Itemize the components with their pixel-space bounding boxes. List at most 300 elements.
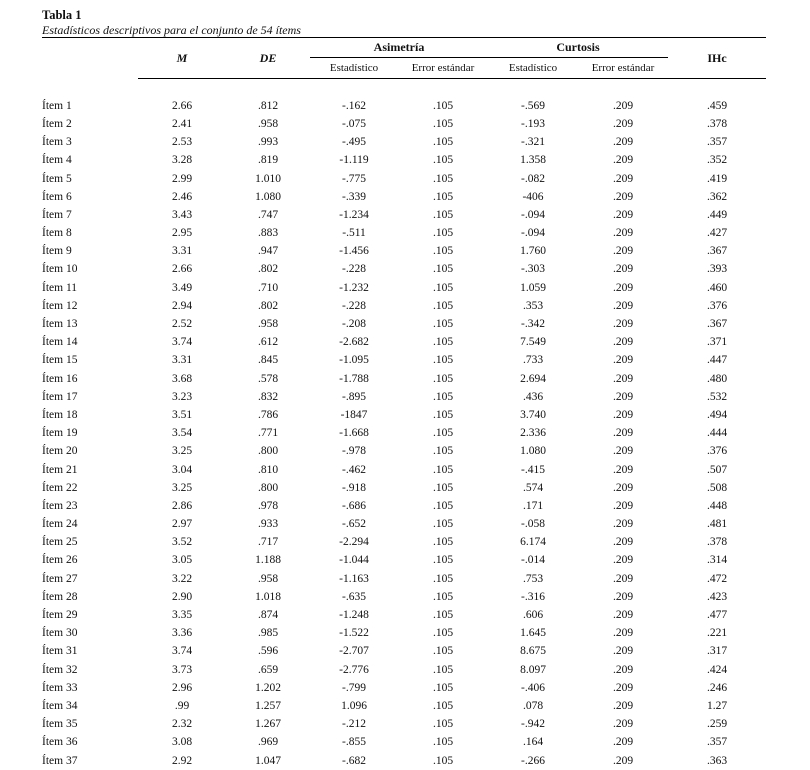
cell-asimetria-error: .105 xyxy=(432,663,454,676)
cell-curtosis: -.094 xyxy=(521,227,545,240)
cell-ihc: .472 xyxy=(706,572,728,585)
cell-ihc: .376 xyxy=(706,299,728,312)
cell-curtosis-error: .209 xyxy=(612,245,634,258)
table-row xyxy=(42,97,766,115)
table-row xyxy=(42,624,766,642)
cell-curtosis-error: .209 xyxy=(612,609,634,622)
item-label: Ítem 26 xyxy=(42,554,78,567)
item-label: Ítem 30 xyxy=(42,627,78,640)
cell-ihc: .352 xyxy=(706,154,728,167)
cell-curtosis: 7.549 xyxy=(520,336,546,349)
cell-de: 1.047 xyxy=(255,754,281,767)
table-row xyxy=(42,133,766,151)
header-ihc: IHc xyxy=(668,38,766,79)
cell-asimetria: -.978 xyxy=(342,445,366,458)
cell-m: 3.73 xyxy=(171,663,193,676)
table-row xyxy=(42,242,766,260)
cell-curtosis: .164 xyxy=(522,736,544,749)
cell-asimetria: 1.096 xyxy=(341,699,367,712)
cell-curtosis: -.406 xyxy=(521,681,545,694)
cell-asimetria-error: .105 xyxy=(432,154,454,167)
cell-de: .978 xyxy=(257,499,279,512)
table-row xyxy=(42,224,766,242)
cell-asimetria-error: .105 xyxy=(432,372,454,385)
table-row xyxy=(42,406,766,424)
cell-asimetria-error: .105 xyxy=(432,754,454,767)
item-label: Ítem 35 xyxy=(42,718,78,731)
cell-m: 3.43 xyxy=(171,208,193,221)
cell-curtosis-error: .209 xyxy=(612,627,634,640)
cell-m: 2.52 xyxy=(171,318,193,331)
cell-curtosis-error: .209 xyxy=(612,227,634,240)
cell-ihc: 1.27 xyxy=(706,699,728,712)
cell-de: .832 xyxy=(257,390,279,403)
cell-ihc: .314 xyxy=(706,554,728,567)
table-row xyxy=(42,570,766,588)
cell-ihc: .448 xyxy=(706,499,728,512)
cell-curtosis-error: .209 xyxy=(612,117,634,130)
cell-m: 2.97 xyxy=(171,518,193,531)
cell-m: 2.86 xyxy=(171,499,193,512)
cell-de: .596 xyxy=(257,645,279,658)
cell-curtosis: .353 xyxy=(522,299,544,312)
cell-curtosis: -.014 xyxy=(521,554,545,567)
cell-asimetria: -1.044 xyxy=(339,554,369,567)
cell-curtosis: .606 xyxy=(522,609,544,622)
cell-asimetria: -2.294 xyxy=(339,536,369,549)
cell-curtosis-error: .209 xyxy=(612,663,634,676)
cell-curtosis: -.266 xyxy=(521,754,545,767)
cell-asimetria-error: .105 xyxy=(432,445,454,458)
cell-asimetria-error: .105 xyxy=(432,408,454,421)
table-row xyxy=(42,151,766,169)
header-curt-error: Error estándar xyxy=(578,58,668,79)
cell-asimetria: -1.234 xyxy=(339,208,369,221)
item-label: Ítem 18 xyxy=(42,408,78,421)
cell-de: .802 xyxy=(257,299,279,312)
cell-de: .958 xyxy=(257,117,279,130)
cell-de: .819 xyxy=(257,154,279,167)
table-row xyxy=(42,351,766,369)
cell-asimetria: -1847 xyxy=(340,408,368,421)
item-label: Ítem 6 xyxy=(42,190,72,203)
cell-de: .883 xyxy=(257,227,279,240)
cell-asimetria-error: .105 xyxy=(432,518,454,531)
cell-ihc: .221 xyxy=(706,627,728,640)
cell-de: .810 xyxy=(257,463,279,476)
cell-asimetria: -1.248 xyxy=(339,609,369,622)
cell-m: 3.28 xyxy=(171,154,193,167)
cell-curtosis: .436 xyxy=(522,390,544,403)
cell-ihc: .357 xyxy=(706,736,728,749)
cell-curtosis: .078 xyxy=(522,699,544,712)
cell-de: .845 xyxy=(257,354,279,367)
cell-ihc: .246 xyxy=(706,681,728,694)
cell-curtosis-error: .209 xyxy=(612,463,634,476)
cell-asimetria-error: .105 xyxy=(432,354,454,367)
cell-asimetria-error: .105 xyxy=(432,227,454,240)
cell-de: .802 xyxy=(257,263,279,276)
cell-curtosis: -.058 xyxy=(521,518,545,531)
table-header xyxy=(42,38,766,79)
cell-de: .958 xyxy=(257,318,279,331)
table-row xyxy=(42,442,766,460)
header-m: M xyxy=(138,38,226,79)
table-row xyxy=(42,206,766,224)
cell-ihc: .367 xyxy=(706,245,728,258)
item-label: Ítem 15 xyxy=(42,354,78,367)
item-label: Ítem 14 xyxy=(42,336,78,349)
cell-asimetria: -.895 xyxy=(342,390,366,403)
cell-de: 1.018 xyxy=(255,590,281,603)
cell-de: .710 xyxy=(257,281,279,294)
cell-asimetria: -.462 xyxy=(342,463,366,476)
cell-ihc: .376 xyxy=(706,445,728,458)
item-label: Ítem 37 xyxy=(42,754,78,767)
cell-m: 3.51 xyxy=(171,408,193,421)
cell-curtosis: 1.760 xyxy=(520,245,546,258)
cell-de: .947 xyxy=(257,245,279,258)
cell-asimetria: -1.522 xyxy=(339,627,369,640)
cell-curtosis-error: .209 xyxy=(612,481,634,494)
table-row xyxy=(42,279,766,297)
cell-asimetria-error: .105 xyxy=(432,245,454,258)
cell-asimetria-error: .105 xyxy=(432,263,454,276)
cell-curtosis: 8.097 xyxy=(520,663,546,676)
cell-curtosis: -.569 xyxy=(521,99,545,112)
cell-m: 2.92 xyxy=(171,754,193,767)
header-curtosis: Curtosis xyxy=(488,38,668,58)
item-label: Ítem 36 xyxy=(42,736,78,749)
cell-ihc: .459 xyxy=(706,99,728,112)
cell-m: 3.36 xyxy=(171,627,193,640)
table-row xyxy=(42,551,766,569)
cell-curtosis-error: .209 xyxy=(612,536,634,549)
cell-curtosis: 2.336 xyxy=(520,427,546,440)
header-curt-estadistico: Estadístico xyxy=(488,58,578,79)
table-row xyxy=(42,515,766,533)
cell-de: 1.202 xyxy=(255,681,281,694)
cell-ihc: .447 xyxy=(706,354,728,367)
cell-curtosis: 2.694 xyxy=(520,372,546,385)
cell-asimetria-error: .105 xyxy=(432,536,454,549)
cell-ihc: .460 xyxy=(706,281,728,294)
cell-curtosis-error: .209 xyxy=(612,190,634,203)
cell-asimetria: -1.668 xyxy=(339,427,369,440)
table-row xyxy=(42,751,766,769)
cell-m: 2.90 xyxy=(171,590,193,603)
cell-curtosis-error: .209 xyxy=(612,99,634,112)
cell-ihc: .444 xyxy=(706,427,728,440)
table-row xyxy=(42,606,766,624)
cell-asimetria: -.511 xyxy=(342,227,366,240)
cell-asimetria: -1.456 xyxy=(339,245,369,258)
cell-curtosis-error: .209 xyxy=(612,172,634,185)
cell-de: .786 xyxy=(257,408,279,421)
cell-curtosis-error: .209 xyxy=(612,281,634,294)
item-label: Ítem 13 xyxy=(42,318,78,331)
cell-asimetria-error: .105 xyxy=(432,190,454,203)
table-row xyxy=(42,424,766,442)
item-label: Ítem 32 xyxy=(42,663,78,676)
table-row xyxy=(42,642,766,660)
table-row xyxy=(42,169,766,187)
cell-de: 1.010 xyxy=(255,172,281,185)
cell-curtosis-error: .209 xyxy=(612,263,634,276)
cell-curtosis-error: .209 xyxy=(612,390,634,403)
cell-curtosis-error: .209 xyxy=(612,336,634,349)
cell-m: 2.53 xyxy=(171,136,193,149)
cell-asimetria: -.682 xyxy=(342,754,366,767)
cell-asimetria-error: .105 xyxy=(432,627,454,640)
cell-curtosis-error: .209 xyxy=(612,718,634,731)
item-label: Ítem 3 xyxy=(42,136,72,149)
cell-asimetria-error: .105 xyxy=(432,699,454,712)
cell-asimetria-error: .105 xyxy=(432,136,454,149)
table-row xyxy=(42,333,766,351)
cell-m: 3.74 xyxy=(171,645,193,658)
item-label: Ítem 29 xyxy=(42,609,78,622)
cell-ihc: .419 xyxy=(706,172,728,185)
table-row xyxy=(42,697,766,715)
table-row xyxy=(42,460,766,478)
cell-ihc: .259 xyxy=(706,718,728,731)
cell-asimetria: -.228 xyxy=(342,263,366,276)
cell-ihc: .508 xyxy=(706,481,728,494)
cell-asimetria-error: .105 xyxy=(432,499,454,512)
cell-asimetria: -1.163 xyxy=(339,572,369,585)
cell-curtosis: -406 xyxy=(522,190,544,203)
cell-asimetria-error: .105 xyxy=(432,590,454,603)
cell-curtosis-error: .209 xyxy=(612,554,634,567)
cell-asimetria: -.918 xyxy=(342,481,366,494)
cell-asimetria-error: .105 xyxy=(432,99,454,112)
item-label: Ítem 31 xyxy=(42,645,78,658)
cell-curtosis-error: .209 xyxy=(612,136,634,149)
cell-ihc: .481 xyxy=(706,518,728,531)
cell-m: .99 xyxy=(174,699,190,712)
cell-de: 1.080 xyxy=(255,190,281,203)
cell-asimetria-error: .105 xyxy=(432,172,454,185)
cell-de: 1.188 xyxy=(255,554,281,567)
cell-m: 2.99 xyxy=(171,172,193,185)
cell-m: 3.25 xyxy=(171,481,193,494)
cell-asimetria-error: .105 xyxy=(432,463,454,476)
item-label: Ítem 17 xyxy=(42,390,78,403)
cell-m: 2.94 xyxy=(171,299,193,312)
cell-m: 3.35 xyxy=(171,609,193,622)
cell-ihc: .423 xyxy=(706,590,728,603)
table-row xyxy=(42,370,766,388)
item-label: Ítem 28 xyxy=(42,590,78,603)
item-label: Ítem 16 xyxy=(42,372,78,385)
cell-curtosis-error: .209 xyxy=(612,445,634,458)
cell-asimetria-error: .105 xyxy=(432,117,454,130)
cell-de: .993 xyxy=(257,136,279,149)
cell-de: .747 xyxy=(257,208,279,221)
cell-curtosis-error: .209 xyxy=(612,518,634,531)
cell-asimetria: -.495 xyxy=(342,136,366,149)
cell-m: 2.46 xyxy=(171,190,193,203)
cell-curtosis: -.342 xyxy=(521,318,545,331)
item-label: Ítem 20 xyxy=(42,445,78,458)
cell-curtosis-error: .209 xyxy=(612,736,634,749)
item-label: Ítem 10 xyxy=(42,263,78,276)
cell-asimetria: -2.682 xyxy=(339,336,369,349)
cell-de: .812 xyxy=(257,99,279,112)
item-label: Ítem 27 xyxy=(42,572,78,585)
cell-ihc: .371 xyxy=(706,336,728,349)
cell-curtosis-error: .209 xyxy=(612,572,634,585)
cell-ihc: .363 xyxy=(706,754,728,767)
item-label: Ítem 25 xyxy=(42,536,78,549)
header-asimetria: Asimetría xyxy=(310,38,488,58)
cell-curtosis-error: .209 xyxy=(612,754,634,767)
table-row xyxy=(42,188,766,206)
cell-curtosis: -.942 xyxy=(521,718,545,731)
cell-ihc: .494 xyxy=(706,408,728,421)
cell-asimetria: -.208 xyxy=(342,318,366,331)
cell-de: .659 xyxy=(257,663,279,676)
table-body xyxy=(42,97,766,770)
cell-curtosis: .753 xyxy=(522,572,544,585)
cell-m: 3.31 xyxy=(171,245,193,258)
cell-ihc: .378 xyxy=(706,536,728,549)
cell-m: 3.52 xyxy=(171,536,193,549)
header-item xyxy=(42,38,138,79)
cell-ihc: .357 xyxy=(706,136,728,149)
cell-m: 3.22 xyxy=(171,572,193,585)
cell-m: 3.25 xyxy=(171,445,193,458)
item-label: Ítem 24 xyxy=(42,518,78,531)
table-row xyxy=(42,315,766,333)
cell-asimetria: -1.788 xyxy=(339,372,369,385)
item-label: Ítem 7 xyxy=(42,208,72,221)
item-label: Ítem 12 xyxy=(42,299,78,312)
cell-asimetria-error: .105 xyxy=(432,299,454,312)
cell-curtosis: 1.645 xyxy=(520,627,546,640)
cell-asimetria: -.162 xyxy=(342,99,366,112)
cell-asimetria-error: .105 xyxy=(432,736,454,749)
cell-asimetria-error: .105 xyxy=(432,208,454,221)
cell-curtosis: 8.675 xyxy=(520,645,546,658)
header-asim-error: Error estándar xyxy=(398,58,488,79)
table-row xyxy=(42,733,766,751)
cell-curtosis: -.303 xyxy=(521,263,545,276)
cell-asimetria-error: .105 xyxy=(432,572,454,585)
cell-curtosis: 6.174 xyxy=(520,536,546,549)
cell-m: 3.74 xyxy=(171,336,193,349)
cell-de: .958 xyxy=(257,572,279,585)
cell-curtosis-error: .209 xyxy=(612,645,634,658)
cell-m: 2.66 xyxy=(171,263,193,276)
cell-m: 2.95 xyxy=(171,227,193,240)
cell-asimetria: -.635 xyxy=(342,590,366,603)
item-label: Ítem 21 xyxy=(42,463,78,476)
cell-asimetria-error: .105 xyxy=(432,481,454,494)
cell-m: 2.41 xyxy=(171,117,193,130)
cell-curtosis-error: .209 xyxy=(612,154,634,167)
item-label: Ítem 19 xyxy=(42,427,78,440)
cell-de: .717 xyxy=(257,536,279,549)
item-label: Ítem 22 xyxy=(42,481,78,494)
cell-de: .771 xyxy=(257,427,279,440)
cell-m: 3.31 xyxy=(171,354,193,367)
cell-de: .578 xyxy=(257,372,279,385)
table-row xyxy=(42,715,766,733)
cell-ihc: .507 xyxy=(706,463,728,476)
cell-curtosis-error: .209 xyxy=(612,427,634,440)
cell-de: .874 xyxy=(257,609,279,622)
cell-m: 3.68 xyxy=(171,372,193,385)
cell-asimetria-error: .105 xyxy=(432,681,454,694)
table-title: Tabla 1 xyxy=(42,8,82,22)
cell-m: 2.66 xyxy=(171,99,193,112)
cell-ihc: .317 xyxy=(706,645,728,658)
table-row xyxy=(42,297,766,315)
cell-ihc: .480 xyxy=(706,372,728,385)
item-label: Ítem 4 xyxy=(42,154,72,167)
cell-curtosis: 1.358 xyxy=(520,154,546,167)
cell-curtosis-error: .209 xyxy=(612,354,634,367)
table-row xyxy=(42,479,766,497)
cell-m: 3.49 xyxy=(171,281,193,294)
cell-m: 3.23 xyxy=(171,390,193,403)
cell-curtosis-error: .209 xyxy=(612,699,634,712)
cell-m: 3.05 xyxy=(171,554,193,567)
cell-asimetria: -1.119 xyxy=(339,154,369,167)
cell-de: .612 xyxy=(257,336,279,349)
item-label: Ítem 23 xyxy=(42,499,78,512)
table-row xyxy=(42,661,766,679)
cell-curtosis-error: .209 xyxy=(612,499,634,512)
cell-de: 1.267 xyxy=(255,718,281,731)
cell-de: .933 xyxy=(257,518,279,531)
header-asim-estadistico: Estadístico xyxy=(310,58,398,79)
cell-curtosis: -.415 xyxy=(521,463,545,476)
cell-curtosis-error: .209 xyxy=(612,681,634,694)
cell-curtosis: -.082 xyxy=(521,172,545,185)
cell-de: .800 xyxy=(257,445,279,458)
cell-ihc: .362 xyxy=(706,190,728,203)
cell-curtosis-error: .209 xyxy=(612,208,634,221)
cell-curtosis-error: .209 xyxy=(612,318,634,331)
descriptive-stats-table xyxy=(42,37,766,770)
item-label: Ítem 34 xyxy=(42,699,78,712)
cell-ihc: .532 xyxy=(706,390,728,403)
cell-asimetria: -.686 xyxy=(342,499,366,512)
cell-m: 3.08 xyxy=(171,736,193,749)
cell-ihc: .477 xyxy=(706,609,728,622)
cell-m: 3.04 xyxy=(171,463,193,476)
cell-asimetria: -.855 xyxy=(342,736,366,749)
cell-de: .985 xyxy=(257,627,279,640)
item-label: Ítem 8 xyxy=(42,227,72,240)
cell-asimetria: -.339 xyxy=(342,190,366,203)
table-row xyxy=(42,497,766,515)
item-label: Ítem 2 xyxy=(42,117,72,130)
cell-ihc: .378 xyxy=(706,117,728,130)
cell-asimetria: -.652 xyxy=(342,518,366,531)
item-label: Ítem 1 xyxy=(42,99,72,112)
table-row xyxy=(42,260,766,278)
table-row xyxy=(42,533,766,551)
cell-ihc: .424 xyxy=(706,663,728,676)
cell-asimetria: -.212 xyxy=(342,718,366,731)
cell-curtosis: -.094 xyxy=(521,208,545,221)
header-de: DE xyxy=(226,38,310,79)
cell-curtosis: 1.080 xyxy=(520,445,546,458)
